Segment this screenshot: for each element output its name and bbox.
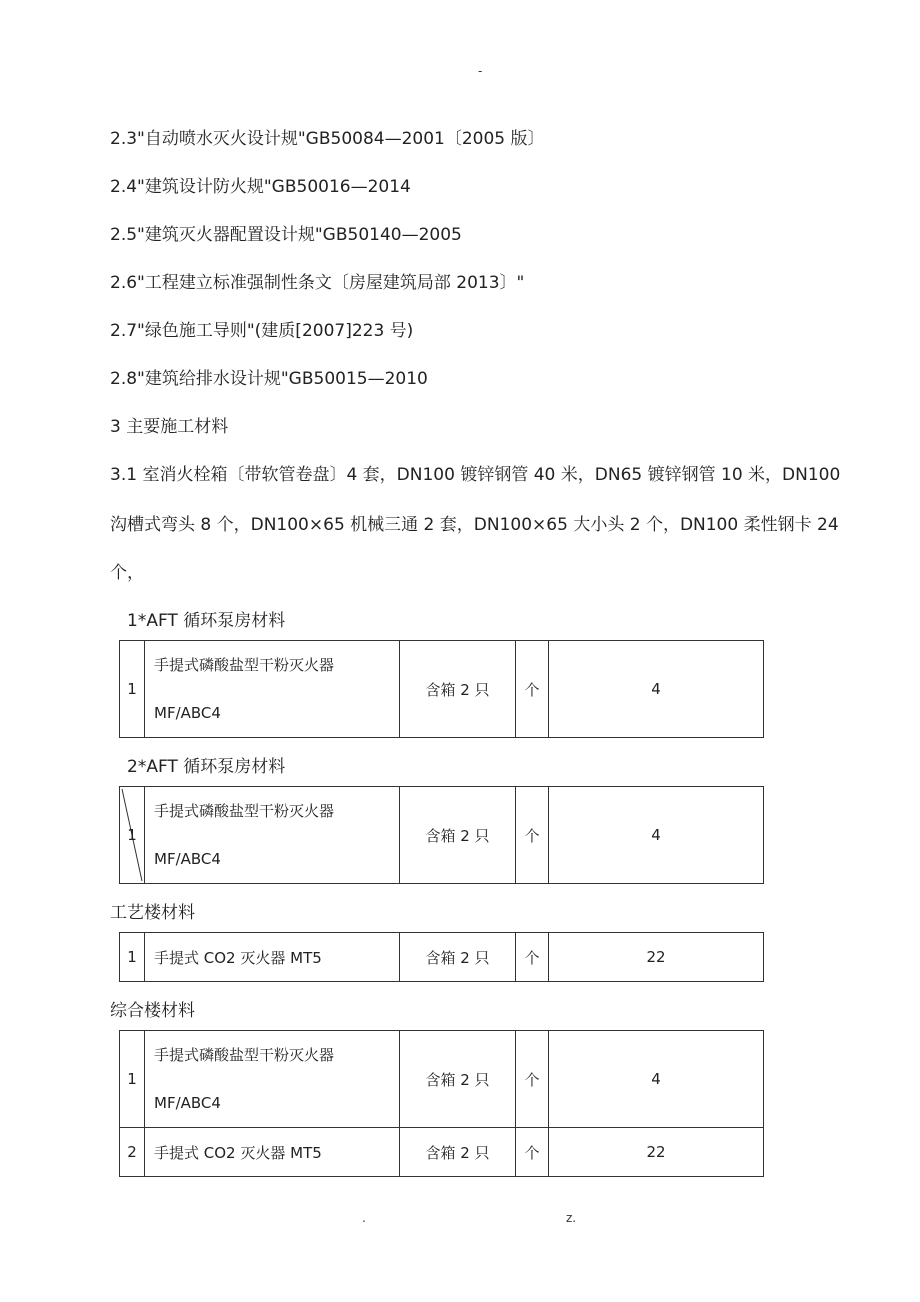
row-number: 2 — [120, 1128, 145, 1177]
reference-2-8: 2.8"建筑给排水设计规"GB50015—2010 — [110, 369, 428, 389]
item-name: 手提式 CO2 灭火器 MT5 — [145, 1128, 400, 1177]
paragraph-line-2: 沟槽式弯头 8 个，DN100×65 机械三通 2 套，DN100×65 大小头 2 个，DN100 柔性钢卡 24 — [110, 515, 839, 535]
item-name-line-2: MF/ABC4 — [154, 704, 221, 722]
table-caption-3: 工艺楼材料 — [110, 903, 195, 923]
table-row — [120, 1128, 764, 1177]
item-unit: 个 — [516, 1128, 549, 1177]
item-quantity: 22 — [549, 933, 764, 982]
item-name: 手提式 CO2 灭火器 MT5 — [145, 933, 400, 982]
item-note: 含箱 2 只 — [400, 787, 516, 884]
item-name-line-2: MF/ABC4 — [154, 850, 221, 868]
table-caption-4: 综合楼材料 — [110, 1001, 195, 1021]
row-number — [120, 787, 145, 884]
item-note: 含箱 2 只 — [400, 641, 516, 738]
item-name-line-1: 手提式磷酸盐型干粉灭火器 — [154, 802, 335, 820]
table-caption-1: 1*AFT 循环泵房材料 — [127, 611, 286, 631]
paragraph-line-3: 个， — [110, 563, 144, 583]
table-row — [120, 933, 764, 982]
row-number: 1 — [120, 641, 145, 738]
item-quantity: 4 — [549, 1031, 764, 1128]
reference-2-6: 2.6"工程建立标准强制性条文〔房屋建筑局部 2013〕" — [110, 273, 525, 293]
item-name-line-2: MF/ABC4 — [154, 1094, 221, 1112]
reference-2-7: 2.7"绿色施工导则"(建质[2007]223 号) — [110, 321, 414, 341]
item-unit: 个 — [516, 1031, 549, 1128]
item-name — [145, 641, 400, 738]
footer-left-mark: . — [362, 1211, 366, 1225]
section-title: 3 主要施工材料 — [110, 417, 229, 437]
materials-table-1 — [119, 640, 764, 738]
footer-right-mark: z. — [566, 1211, 577, 1225]
item-quantity: 4 — [549, 787, 764, 884]
item-unit: 个 — [516, 641, 549, 738]
reference-2-5: 2.5"建筑灭火器配置设计规"GB50140—2005 — [110, 225, 462, 245]
item-unit: 个 — [516, 933, 549, 982]
materials-table-4 — [119, 1030, 764, 1177]
table-row — [120, 1031, 764, 1128]
item-quantity: 4 — [549, 641, 764, 738]
table-row — [120, 787, 764, 884]
item-note: 含箱 2 只 — [400, 933, 516, 982]
materials-table-2 — [119, 786, 764, 884]
item-name — [145, 1031, 400, 1128]
item-quantity: 22 — [549, 1128, 764, 1177]
table-row — [120, 641, 764, 738]
header-mark: - — [478, 64, 483, 78]
row-number: 1 — [120, 1031, 145, 1128]
reference-2-3: 2.3"自动喷水灭火设计规"GB50084—2001〔2005 版〕 — [110, 129, 545, 149]
materials-table-3 — [119, 932, 764, 982]
row-number-text: 1 — [127, 826, 137, 844]
reference-2-4: 2.4"建筑设计防火规"GB50016—2014 — [110, 177, 411, 197]
item-name — [145, 787, 400, 884]
item-name-line-1: 手提式磷酸盐型干粉灭火器 — [154, 1046, 335, 1064]
row-number: 1 — [120, 933, 145, 982]
paragraph-line-1: 3.1 室消火栓箱〔带软管卷盘〕4 套，DN100 镀锌钢管 40 米，DN65 镀锌钢管 10 米，DN100 — [110, 465, 841, 485]
item-note: 含箱 2 只 — [400, 1128, 516, 1177]
item-unit: 个 — [516, 787, 549, 884]
item-note: 含箱 2 只 — [400, 1031, 516, 1128]
table-caption-2: 2*AFT 循环泵房材料 — [127, 757, 286, 777]
item-name-line-1: 手提式磷酸盐型干粉灭火器 — [154, 656, 335, 674]
